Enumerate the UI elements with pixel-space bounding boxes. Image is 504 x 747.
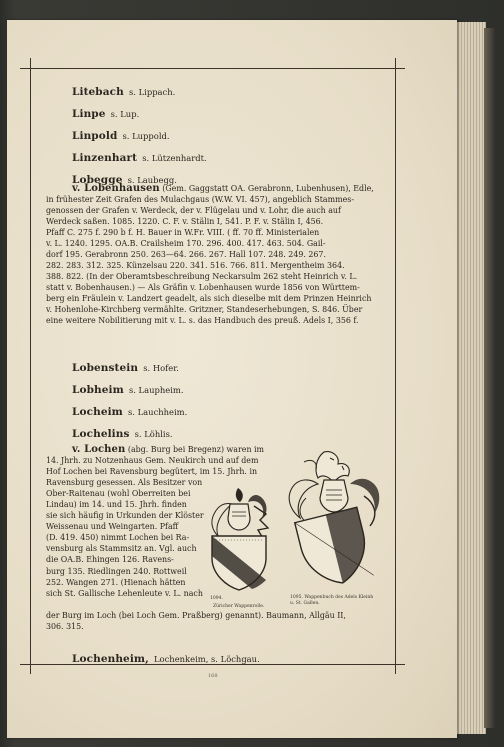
frame-rule-left bbox=[30, 58, 31, 674]
entry-ref: s. Hofer. bbox=[143, 363, 179, 373]
entry-line: 14. Jhrh. zu Notzenhaus Gem. Neukirch und auf dem bbox=[46, 456, 259, 466]
entry-line: in frühester Zeit Grafen des Mulachgaus (W.W. VI. 457), angeblich Stammes- bbox=[46, 195, 354, 204]
entry-line: sie sich häufig in Urkunden der Klöster bbox=[46, 511, 204, 521]
entry-line: (abg. Burg bei Bregenz) waren im bbox=[127, 445, 265, 454]
caption-right bbox=[290, 595, 410, 606]
entry-line: vensburg als Stammsitz an. Vgl. auch bbox=[46, 544, 197, 554]
caption-number: 1095. bbox=[290, 595, 303, 600]
entry-line: Lindau) im 14. und 15. Jhrh. finden bbox=[46, 500, 187, 510]
coat-of-arms-zurich-icon bbox=[204, 484, 274, 594]
entry-line: 388. 822. (In der Oberamtsbeschreibung Neckarsulm 262 steht Heinrich v. L. bbox=[46, 272, 358, 281]
entry-lochenheim bbox=[72, 647, 260, 666]
entry-line: (D. 419. 450) nimmt Lochen bei Ra- bbox=[46, 533, 190, 543]
entry-line: genossen der Grafen v. Werdeck, der v. Flügelau und v. Lohr, die auch auf bbox=[46, 206, 341, 215]
entry-line: Ravensburg gesessen. Als Besitzer von bbox=[46, 478, 203, 488]
entry-line: Werdeck saßen. 1085. 1220. C. F. v. Stälin I, 541. P. F. v. Stälin I, 456. bbox=[46, 217, 324, 226]
page-number: 168 bbox=[208, 673, 218, 679]
entry-ref: s. Löhlis. bbox=[134, 429, 173, 439]
caption-text: Wappenbuch des Adels Kleinh u. St. Gallen. bbox=[290, 595, 374, 606]
entry-line: Pfaff C. 275 f. 290 b f. H. Bauer in W.Fr. VIII. ( ff. 70 ff. Ministerialen bbox=[46, 228, 320, 237]
entry-line: burg 135. Riedlingen 240. Rottweil bbox=[46, 566, 187, 576]
entry-locheim bbox=[72, 400, 187, 419]
entry-line: 282. 283. 312. 325. Künzelsau 220. 341. 516. 766. 811. Mergentheim 364. bbox=[46, 261, 345, 270]
entry-lochen-tail bbox=[46, 610, 382, 632]
coat-of-arms-stgallen-icon bbox=[284, 448, 384, 596]
entry-ref: s. Lup. bbox=[110, 109, 140, 119]
entry-line: sich St. Gallische Lehenleute v. L. nach bbox=[46, 588, 203, 598]
entry-line: (Gem. Gaggstatt OA. Gerabronn, Lubenhusen), Edle, bbox=[162, 184, 374, 193]
entry-ref: Lochenkeim, s. Löchgau. bbox=[154, 654, 260, 664]
entry-litebach bbox=[72, 80, 175, 99]
entry-lobenstein bbox=[72, 356, 179, 375]
entry-head: Lochenheim, bbox=[72, 653, 149, 665]
entry-head: v. Lochen bbox=[72, 444, 126, 455]
caption-left bbox=[210, 596, 223, 602]
entry-ref: s. Lützenhardt. bbox=[142, 153, 207, 163]
entry-lobenhausen bbox=[46, 183, 382, 326]
book-spine-shadow bbox=[484, 28, 496, 728]
book-page-edges bbox=[455, 22, 486, 734]
entry-linpe bbox=[72, 102, 139, 121]
entry-linzenhart bbox=[72, 146, 207, 165]
frame-rule-right bbox=[395, 58, 396, 674]
entry-line: der Burg im Loch (bei Loch Gem. Praßberg) genannt). Baumann, Allgäu II, bbox=[46, 611, 346, 620]
entry-lobheim bbox=[72, 378, 184, 397]
entry-ref: s. Lauchheim. bbox=[128, 407, 188, 417]
entry-head: Litebach bbox=[72, 86, 124, 98]
entry-head: Linzenhart bbox=[72, 152, 138, 164]
entry-line: eine weitere Nobilitierung mit v. L. s. das Handbuch des preuß. Adels I, 356 f. bbox=[46, 316, 359, 325]
entry-line: v. L. 1240. 1295. OA.B. Crailsheim 170. 296. 400. 417. 463. 504. Gail- bbox=[46, 239, 326, 248]
frame-rule-top bbox=[20, 68, 405, 69]
entry-line: Ober-Raitenau (wohl Oberreiten bei bbox=[46, 489, 191, 499]
entry-line: 252. Wangen 271. (Hienach hätten bbox=[46, 577, 186, 587]
entry-line: Hof Lochen bei Ravensburg begütert, im 15. Jhrh. in bbox=[46, 467, 258, 477]
entry-line: die OA.B. Ehingen 126. Ravens- bbox=[46, 555, 174, 565]
entry-head: Linpe bbox=[72, 108, 106, 120]
entry-head: Lobenstein bbox=[72, 362, 139, 374]
caption-left-text bbox=[213, 604, 264, 610]
entry-ref: s. Luppold. bbox=[122, 131, 170, 141]
entry-ref: s. Laupheim. bbox=[128, 385, 184, 395]
entry-head: Lobegge bbox=[72, 174, 123, 186]
entry-line: berg ein Fräulein v. Landzert geadelt, als sich dieselbe mit dem Prinzen Heinrich bbox=[46, 294, 372, 303]
entry-line: 306. 315. bbox=[46, 622, 84, 632]
entry-head: Linpold bbox=[72, 130, 118, 142]
caption-text: Züricher Wappenrolle. bbox=[213, 604, 265, 609]
entry-ref: s. Laubegg. bbox=[127, 175, 177, 185]
entry-head: Lochelins bbox=[72, 428, 130, 440]
entry-line: statt v. Bobenhausen.) — Als Gräfin v. Lobenhausen wurde 1856 von Württem- bbox=[46, 283, 360, 292]
entry-ref: s. Lippach. bbox=[128, 87, 176, 97]
entry-lochelins bbox=[72, 422, 173, 441]
entry-line: v. Hohenlohe-Kirchberg vermählte. Gritzner, Standeserhebungen, S. 846. Über bbox=[46, 305, 363, 314]
caption-number: 1094. bbox=[210, 596, 223, 601]
entry-line: dorf 195. Gerabronn 250. 263—64. 266. 267. Hall 107. 248. 249. 267. bbox=[46, 250, 326, 259]
entry-head: Locheim bbox=[72, 406, 123, 418]
entry-line: Weissenau und Weingarten. Pfaff bbox=[46, 522, 179, 532]
entry-head: v. Lobenhausen bbox=[72, 183, 160, 194]
entry-linpold bbox=[72, 124, 170, 143]
entry-head: Lobheim bbox=[72, 384, 124, 396]
